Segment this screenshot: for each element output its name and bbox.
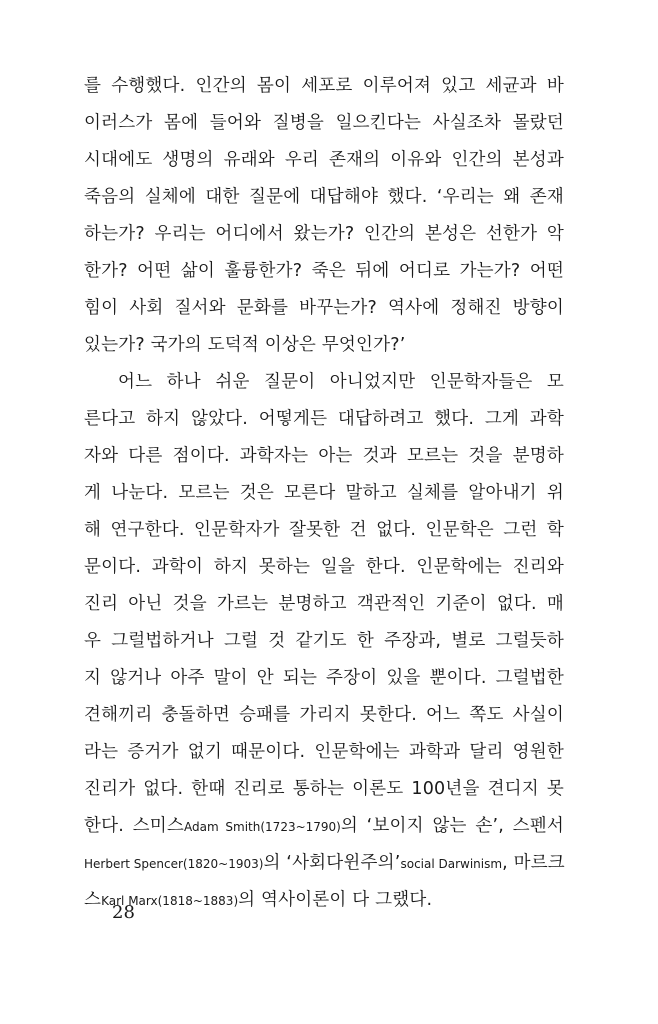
text-line-indented: 어느 하나 쉬운 질문이 아니었지만 인문학자들은 모 [118, 372, 564, 392]
gloss-smith: Adam Smith(1723~1790) [184, 820, 341, 834]
text-line: 시대에도 생명의 유래와 우리 존재의 이유와 인간의 본성과 [84, 150, 564, 170]
text-line-spencer [84, 845, 564, 882]
gloss-social-darwinism: social Darwinism [400, 857, 503, 871]
text-line: 진리 아닌 것을 가르는 분명하고 객관적인 기준이 없다. 매 [84, 594, 564, 614]
text-line: 자와 다른 점이다. 과학자는 아는 것과 모르는 것을 분명하 [84, 446, 564, 466]
text-line: 이러스가 몸에 들어와 질병을 일으킨다는 사실조차 몰랐던 [84, 113, 564, 133]
text-line: 우 그럴법하거나 그럴 것 같기도 한 주장과, 별로 그럴듯하 [84, 631, 564, 651]
text-line: 견해끼리 충돌하면 승패를 가리지 못한다. 어느 쪽도 사실이 [84, 705, 564, 725]
page-number: 28 [112, 902, 135, 923]
text-line: 를 수행했다. 인간의 몸이 세포로 이루어져 있고 세균과 바 [84, 76, 564, 96]
text-line: 죽음의 실체에 대한 질문에 대답해야 했다. ‘우리는 왜 존재 [84, 187, 564, 207]
text-line: 한가? 어떤 삶이 훌륭한가? 죽은 뒤에 어디로 가는가? 어떤 [84, 261, 564, 281]
text-line: 지 않거나 아주 말이 안 되는 주장이 있을 뿐이다. 그럴법한 [84, 668, 564, 688]
text-run: 스 [84, 890, 102, 910]
text-line: 른다고 하지 않았다. 어떻게든 대답하려고 했다. 그게 과학 [84, 409, 564, 429]
text-line-marx [84, 882, 564, 919]
text-line: 진리가 없다. 한때 진리로 통하는 이론도 100년을 견디지 못 [84, 779, 564, 799]
gloss-spencer: Herbert Spencer(1820~1903) [84, 857, 264, 871]
text-line-last: 있는가? 국가의 도덕적 이상은 무엇인가?’ [84, 335, 406, 355]
text-run: 의 ‘사회다윈주의’ [263, 853, 401, 873]
text-line: 하는가? 우리는 어디에서 왔는가? 인간의 본성은 선한가 악 [84, 224, 564, 244]
text-line-smith [84, 808, 564, 845]
text-run: , 마르크 [502, 853, 565, 873]
text-run: 의 ‘보이지 않는 손’, 스펜서 [340, 816, 564, 836]
text-run: 의 역사이론이 다 그랬다. [238, 890, 433, 910]
text-line: 게 나눈다. 모르는 것은 모른다 말하고 실체를 알아내기 위 [84, 483, 564, 503]
text-line: 문이다. 과학이 하지 못하는 일을 한다. 인문학에는 진리와 [84, 557, 564, 577]
gloss-marx: Karl Marx(1818~1883) [101, 894, 239, 908]
body-text [84, 68, 564, 919]
text-line: 해 연구한다. 인문학자가 잘못한 건 없다. 인문학은 그런 학 [84, 520, 564, 540]
text-line: 라는 증거가 없기 때문이다. 인문학에는 과학과 달리 영원한 [84, 742, 564, 762]
text-line: 힘이 사회 질서와 문화를 바꾸는가? 역사에 정해진 방향이 [84, 298, 564, 318]
text-run: 한다. 스미스 [84, 816, 184, 836]
